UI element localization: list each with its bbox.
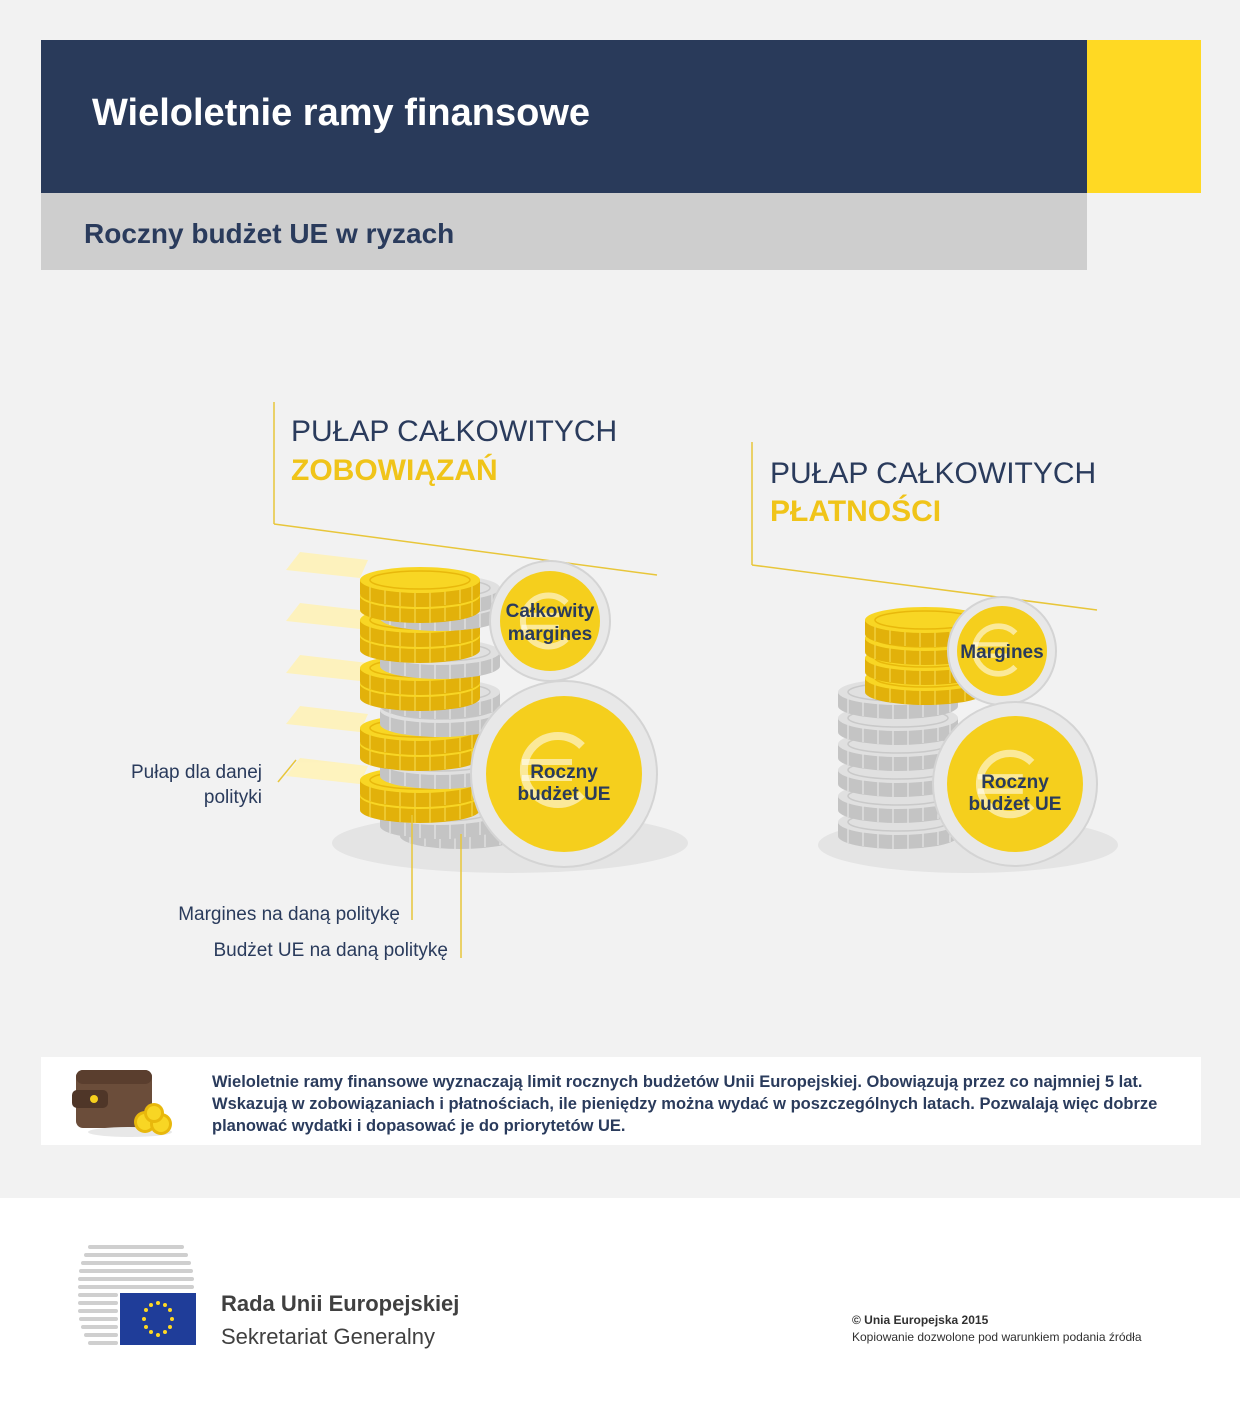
- info-text: Wieloletnie ramy finansowe wyznaczają limit rocznych budżetów Unii Europejskiej. Obowiązują przez co najmniej 5 lat. Wskazują w zobowiązaniach i płatnościach, ile pieniędzy można wydać w poszczególnych latach. Pozwalają więc dobrze planować wydatki i dopasować je do priorytetów UE.: [212, 1073, 1158, 1135]
- commitments-heading-line1: PUŁAP CAŁKOWITYCH: [291, 415, 618, 448]
- org-unit: Sekretariat Generalny: [221, 1324, 435, 1349]
- total-margin-label-line2: margines: [507, 624, 593, 645]
- total-margin-coin: [490, 561, 610, 681]
- annual-budget-left-line2: budżet UE: [517, 784, 611, 805]
- annual-budget-coin-left: [471, 681, 657, 867]
- eu-flag-icon: [120, 1293, 196, 1345]
- total-margin-label-line1: Całkowity: [505, 601, 595, 622]
- copy-note: Kopiowanie dozwolone pod warunkiem podania źródła: [852, 1330, 1142, 1344]
- policy-ceiling-label-line1: Pułap dla danej: [131, 762, 262, 783]
- payments-ceiling-slope: [752, 565, 1097, 610]
- council-building-icon: [76, 1243, 201, 1353]
- policy-margin-label: Margines na daną politykę: [178, 904, 400, 925]
- wallet-icon: [68, 1060, 183, 1142]
- page-subtitle: Roczny budżet UE w ryzach: [84, 218, 455, 249]
- page-title: Wieloletnie ramy finansowe: [92, 92, 591, 134]
- copyright: © Unia Europejska 2015: [852, 1313, 989, 1327]
- payments-section: [752, 442, 1118, 873]
- policy-ceiling-ribbons: [286, 552, 368, 784]
- policy-budget-label: Budżet UE na daną politykę: [213, 940, 448, 961]
- annual-budget-left-line1: Roczny: [530, 762, 598, 783]
- margin-coin: [948, 597, 1056, 705]
- commitments-heading-line2: ZOBOWIĄZAŃ: [291, 454, 498, 487]
- margin-label: Margines: [960, 642, 1044, 663]
- annual-budget-right-line2: budżet UE: [968, 794, 1062, 815]
- payments-heading-line2: PŁATNOŚCI: [770, 495, 942, 528]
- payments-heading-line1: PUŁAP CAŁKOWITYCH: [770, 457, 1097, 490]
- annual-budget-right-line1: Roczny: [981, 772, 1049, 793]
- policy-ceiling-label-line2: polityki: [203, 787, 262, 808]
- org-name: Rada Unii Europejskiej: [221, 1291, 460, 1316]
- commitments-section: [131, 402, 688, 961]
- annual-budget-coin-right: [933, 702, 1097, 866]
